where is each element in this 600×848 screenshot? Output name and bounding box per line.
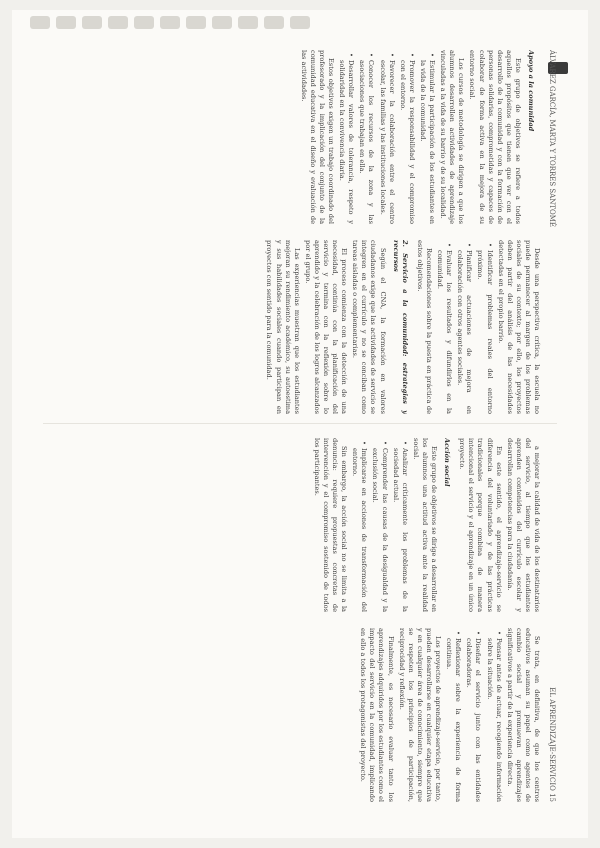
bullet-item: • Diseñar el servicio junto con las entidades colaboradoras. xyxy=(464,638,482,802)
paragraph: Los proyectos de aprendizaje-servicio, por tanto, pueden desarrollarse en cualquier etapa educativa y en cualquier área de conocimiento, siempre que se respeten los principios de participación, reciprocidad y reflexión. xyxy=(397,628,443,802)
paragraph: a mejorar la calidad de vida de los destinatarios del servicio, al tiempo que los estudiantes aprenden contenidos del currículo escolar y desarrollan competencias para la ciudadanía. xyxy=(505,438,541,612)
binder-hole xyxy=(160,16,180,29)
paragraph: Estos objetivos exigen un trabajo coordinado del profesorado y la implicación del conjunto de la comunidad educativa en el diseño y evaluación de las actividades. xyxy=(299,50,336,224)
left-page xyxy=(35,46,565,418)
section-heading: Acción social xyxy=(443,438,452,487)
bullet-item: • Promover la responsabilidad y el compromiso con el entorno. xyxy=(398,60,416,224)
paragraph: Finalmente, es necesario evaluar tanto los aprendizajes adquiridos por los estudiantes como el impacto del servicio en la comunidad, implicando en ello a todos los protagonistas del proyecto. xyxy=(359,628,395,802)
bullet-item: • Reflexionar sobre la experiencia de forma continua. xyxy=(444,638,462,802)
right-page xyxy=(35,434,565,806)
bullet-item: • Comprender las causas de la desigualdad y la exclusión social. xyxy=(370,448,388,612)
bullet-item: • Identificar problemas reales del entorno próximo. xyxy=(475,250,493,414)
section-heading: Apoyo a la comunidad xyxy=(527,50,535,132)
left-running-head: ÁLVAREZ GARCÍA, MARTA Y TORRES SANTOMÉ xyxy=(548,50,556,228)
bullet-item: • Implicarse en acciones de transformación del entorno. xyxy=(350,448,368,612)
binder-hole xyxy=(290,16,310,29)
binder-hole xyxy=(56,16,76,29)
bullet-item: • Pensar antes de actuar, recogiendo información sobre la situación. xyxy=(484,638,502,802)
binder-hole xyxy=(238,16,258,29)
bullet-item: • Evaluar los resultados y difundirlos en la comunidad. xyxy=(435,250,453,414)
binder-hole xyxy=(264,16,284,29)
paragraph: Se trata, en definitiva, de que los centros educativos asuman su papel como agentes de cambio social y promuevan aprendizajes significativos a partir de la experiencia directa. xyxy=(505,628,541,802)
bullet-item: • Conocer los recursos de la zona y las asociaciones que trabajan en ella. xyxy=(357,60,375,224)
binder-hole xyxy=(30,16,50,29)
right-page-column-2 xyxy=(41,628,541,802)
bullet-item: • Analizar críticamente los problemas de la sociedad actual. xyxy=(391,448,409,612)
binder-hole xyxy=(108,16,128,29)
binder-hole xyxy=(82,16,102,29)
bullet-item: • Estimular la participación de los estudiantes en la vida de la comunidad. xyxy=(418,60,436,224)
bullet-item: • Favorecer la colaboración entre el centro escolar, las familias y las instituciones locales. xyxy=(378,60,396,224)
right-running-head: EL APRENDIZAJE-SERVICIO 15 xyxy=(548,687,556,802)
paragraph: Este grupo de objetivos se refiere a todos aquellos propósitos que tienen que ver con el desarrollo de la comunidad y con la formación de personas solidarias, comprometidas y capaces de colaborar de forma activa en la mejora de su entorno social. xyxy=(468,50,522,224)
paragraph: El proceso comienza con la detección de una necesidad, continúa con la planificación del servicio y termina con la reflexión sobre lo aprendido y la celebración de los logros alcanzados por el grupo. xyxy=(303,240,349,414)
bullet-item: • Planificar actuaciones de mejora en colaboración con otros agentes sociales. xyxy=(455,250,473,414)
page-gutter xyxy=(43,423,557,424)
bullet-item: • Desarrollar valores de tolerancia, respeto y solidaridad en la convivencia diaria. xyxy=(337,60,355,224)
paragraph: Sin embargo, la acción social no se limita a la denuncia: requiere propuestas concretas de intervención y el compromiso sostenido de todos los participantes. xyxy=(312,438,349,612)
left-page-column-1 xyxy=(41,50,541,224)
paragraph: Las experiencias muestran que los estudiantes mejoran su rendimiento académico, su autoestima y sus habilidades sociales cuando participan en proyectos con sentido para la comunidad. xyxy=(265,240,301,414)
paragraph: Este grupo de objetivos se dirige a desarrollar en los alumnos una actitud activa ante la realidad social. xyxy=(411,438,439,612)
left-page-column-2 xyxy=(41,240,541,414)
right-page-column-1 xyxy=(41,438,541,612)
binder-hole xyxy=(186,16,206,29)
section-heading: 2. Servicio a la comunidad: estrategias y recursos xyxy=(391,240,409,414)
paragraph: Los cursos de metodología se dirigen a que los alumnos desarrollen actividades de aprendizaje vinculadas a la vida de su barrio y de su localidad. xyxy=(439,50,466,224)
binder-hole xyxy=(212,16,232,29)
book-spread xyxy=(35,40,565,810)
paragraph: En este sentido, el aprendizaje-servicio se diferencia del voluntariado y de las prácticas tradicionales porque combina de manera intencional el servicio y el aprendizaje en un único proyecto. xyxy=(458,438,503,612)
paragraph: Desde una perspectiva crítica, la escuela no puede permanecer al margen de los problemas sociales de su contexto; por ello, los proyectos deben partir del análisis de las necesidades detectadas en el propio barrio. xyxy=(496,240,541,414)
binder-hole xyxy=(134,16,154,29)
paragraph: Recomendaciones sobre la puesta en práctica de estos objetivos. xyxy=(415,240,433,414)
paragraph: Según el CNA, la formación en valores ciudadanos exige que las actividades de servicio se integren en el currículo y no se conciban como tareas aisladas o complementarias. xyxy=(351,240,387,414)
